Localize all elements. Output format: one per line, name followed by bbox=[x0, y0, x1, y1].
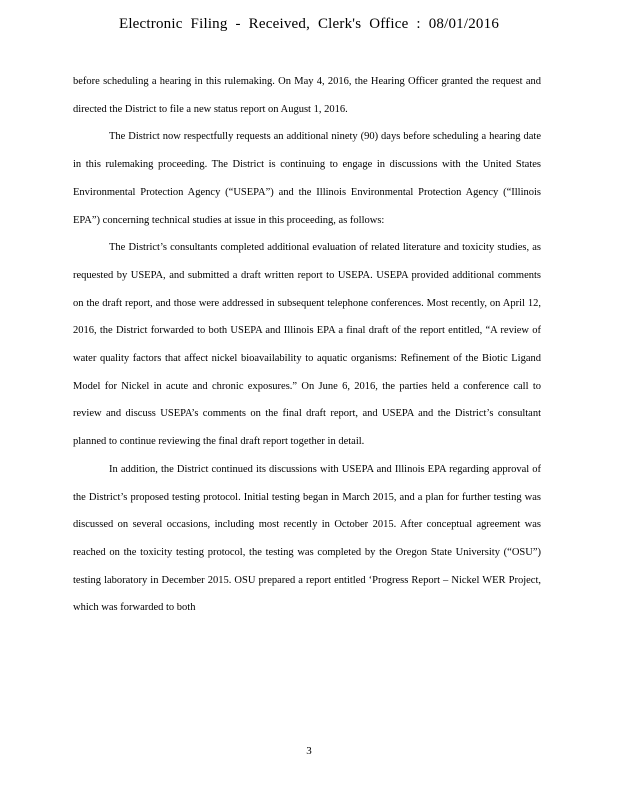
filing-stamp-header: Electronic Filing - Received, Clerk's Office : 08/01/2016 bbox=[118, 16, 500, 32]
paragraph-consultants: The District’s consultants completed additional evaluation of related literature and toxicity studies, as requested by USEPA, and submitted a draft written report to USEPA. USEPA provided additional comments on the draft report, and those were addressed in subsequent telephone conferences. Most recently, on April 12, 2016, the District forwarded to both USEPA and Illinois EPA a final draft of the report entitled, “A review of water quality factors that affect nickel bioavailability to aquatic organisms: Refinement of the Biotic Ligand Model for Nickel in acute and chronic exposures.” On June 6, 2016, the parties held a conference call to review and discuss USEPA’s comments on the final draft report, and USEPA and the District’s consultant planned to continue reviewing the final draft report together in detail. bbox=[73, 242, 541, 448]
paragraph-request: The District now respectfully requests an additional ninety (90) days before scheduling a hearing date in this rulemaking proceeding. The District is continuing to engage in discussions with the United States Environmental Protection Agency (“USEPA”) and the Illinois Environmental Protection Agency (“Illinois EPA”) concerning technical studies at issue in this proceeding, as follows: bbox=[73, 131, 541, 226]
page-number: 3 bbox=[306, 745, 312, 757]
document-body bbox=[73, 68, 541, 622]
paragraph-continuation: before scheduling a hearing in this rulemaking. On May 4, 2016, the Hearing Officer granted the request and directed the District to file a new status report on August 1, 2016. bbox=[73, 76, 541, 115]
paragraph-testing: In addition, the District continued its discussions with USEPA and Illinois EPA regarding approval of the District’s proposed testing protocol. Initial testing began in March 2015, and a plan for further testing was discussed on several occasions, including most recently in October 2015. After conceptual agreement was reached on the toxicity testing protocol, the testing was completed by the Oregon State University (“OSU”) testing laboratory in December 2015. OSU prepared a report entitled ‘Progress Report – Nickel WER Project, which was forwarded to both bbox=[73, 463, 541, 614]
